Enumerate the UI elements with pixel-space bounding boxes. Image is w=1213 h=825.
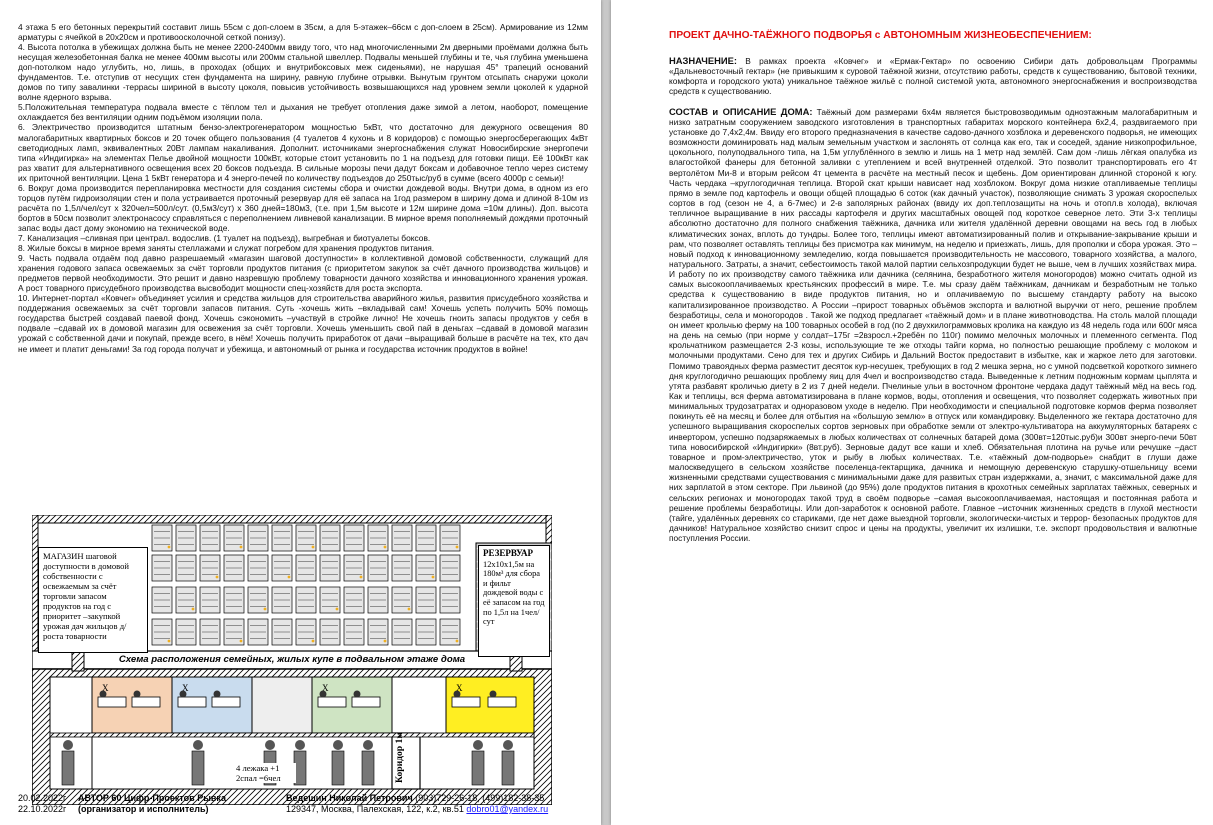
- person-figure: [362, 751, 374, 785]
- bunk-bed: [352, 697, 380, 707]
- lamp-dot: [456, 546, 459, 549]
- left-body-text: 4 этажа 5 его бетонных перекрытий составит лишь 55см с доп-слоем в 35см, а для 5-этажек–66см с доп-слоем в 25см). Армирование из 12мм арматуры с ячейкой в 20х20см и противоосколочной сеткой понизу). 4. Высота потолка в убежищах должна быть не менее 2200-2400мм ввиду того, что над многочисленными 2м дверными проёмами должна быть несущая железобетонная балка не менее 400мм высоты или 200мм стальной швеллер. Подвалы меньшей глубины и те, чья глубина уменьшена доп-потолком надо углубить, но, лишь, в проходах (общих и внутрибоксовых меж сиденьями), не нарушая 45° трапеций оснований фундаментов. Т.е. отступив от несущих стен фундамента на ширину, равную глубине отрывки. Вынутым грунтом отсыпать снаружи цоколи домов по типу завалинки -террасы шириной в высоту цоколя, повысив устойчивость возвышающихся над уровнем земли цоколей к ударной волне ядерного взрыва. 5.Положительная температура подвала вместе с тёплом тел и дыхания не требует отопления даже зимой а летом, наоборот, помещение охлаждается без вентиляции одним подъёмом изоляции пола. 6. Электричество производится штатным бензо-электрогенератором мощностью 5кВт, что достаточно для дежурного освещения 80 малогабаритных квартирных боксов и 20 точек общего пользования (4 туалетов 4 кухонь и 8 коридоров) с помощью энергосберегающих 4кВт светодиодных ламп, эквивалентных 20Вт лампам накаливания. Дополнит. источниками энергоснабжения служат Новосибирские энергопечи типа «Индигирка» на элементах Пелье двойной мощности 100кВт, которые стоит установить по 1 на подъезд для готовки пищи. Её 100кВт как раз хватит для альтернативного освещения всех 20 боксов подъезда. В сильные морозы печи дадут боксам и добавочное тепло через систему их приточной вентиляции. Цена 1 5кВт генератора и 4 энерго-печей по количеству подъездов до 250тыс/руб в сумме (всего 4000р с семьи)! 6. Вокруг дома производится перепланировка местности для создания системы сбора и очистки дождевой воды. Внутри дома, в одном из его торцов путём гидроизоляции стен и пола устраивается проточный резервуар для её запаса на 1год размером в ширину дома и длиной 8-10м из расчёта по 1,5л/чел/сут х 320чел=500л/сут. (0,5м3/сут) х 360 дней=180м3, (т.е. при 1,5м высоте и 12м ширине дома =10м длины). Доп. высота бортов в 50см позволит электронасосу справляться с переполнением ливневой канализации. В мирное время пополняемый дождями проточный запас воды даст дому экономию на технической воде. 7. Канализация –сливная при централ. водослив. (1 туалет на подъезд), выгребная и биотуалеты боксов. 8. Жилые боксы в мирное время заняты стеллажами и служат погребом для хранения продуктов питания. 9. Часть подвала отдаём под давно разрешаемый «магазин шаговой доступности» в коллективной домовой собственности, служащий для хранения годового запаса освежаемых за счёт торговли продуктов питания (с приоритетом закупок за счёт дачного производства жильцов) и предметов первой необходимости. Это решит и давно назревшую проблему товарности дачного хозяйства и инновационного хранения урожая. А рост товарного присудебного производства высвободит мощности спец-хозяйств для роста экспорта. 10. Интернет-портал «Ковчег» объединяет усилия и средства жильцов для строительства аварийного жилья, развития присудебного хозяйства и поддержания освежаемых за счёт торговли запасов питания. Суть -хочешь жить –вкладывай сам! Хочешь успеть получить 50% помощь государства быстрей создавай паевой фонд. Хочешь сэкономить –участвуй в стройке лично! Не хочешь гноить запасы продуктов у себя в подвале –сдавай их в домовой магазин для освежения за счёт торговли. Хочешь уменьшить свой пай в деньгах –сдавай в домовой магазин урожай с собственной дачи и покупай, прежде всего, в нём! Хочешь получить приработок от дачи –выращивай больше в расчёте на тех, кто дач не имеет и платит деньгами! За год города получат и убежища, и автономный от рынка и государства источник продуктов в войне!: [18, 22, 588, 354]
- basement-layout-diagram: [32, 515, 552, 805]
- x-mark-1: X: [102, 683, 109, 693]
- corridor-label: Коридор 1м: [394, 732, 405, 784]
- purpose-text: В рамках проекта «Ковчег» и «Ермак-Гектар» по освоению Сибири дать добровольцам Программы «Дальневосточный гектар» (не привыкшим к суровой таёжной жизни, отсутствию работы, средств к существованию, бытовой техники, комфорта и городского уюта) уникальное таёжное жильё с полной системой уюта, автономного энергоснабжения и воспроизводства средств к существованию.: [669, 56, 1197, 97]
- footer-contact: [286, 793, 586, 815]
- x-mark-3: X: [322, 683, 329, 693]
- person-head: [473, 740, 483, 750]
- lamp-dot: [408, 608, 411, 611]
- contact-email-link[interactable]: dobro01@yandex.ru: [466, 804, 549, 814]
- lamp-dot: [384, 546, 387, 549]
- footer-author: АВТОР 60 Цифр-Проектов Рывка (организатор и исполнитель): [78, 793, 226, 814]
- person-head: [134, 691, 141, 698]
- right-body: [669, 56, 1197, 553]
- right-page: [611, 0, 1213, 825]
- person-figure: [332, 751, 344, 785]
- bunk-bed: [98, 697, 126, 707]
- left-page: [0, 0, 601, 825]
- composition-text: Таёжный дом размерами 6х4м является быстровозводимым одноэтажным малогабаритным и низко затратным сооружением заводского изготовления в транспортных габаритах морского контейнера 6х2,4, раздвигаемого при установке до 7,4х2,4м. Ввиду его второго предназначения в качестве садово-дачного хозблока и деревенского подворья, не имеющих возможности доминировать над малым земельным участком и заслонять от солнца как его, так и соседей, здание низкопрофильное, цокольного, полуподвального типа, на 1,5м углублённого в землю и лишь на 1 метр над землёй. Сам дом -лишь лёгкая опалубка из влагостойкой фанеры для бетонной заливки с утеплением и всей внутренней отделкой. Это позволит транспортировать его 4т вертолётом Ми-8 и вторым рейсом 4т цемента в расчёте на местный песок и щебень. Дом ориентирован длинной стороной к югу. Часть чердака –круглогодичная теплица. Второй скат крыши нависает над хозблоком. Вокруг дома низкие отапливаемые теплицы прямо в земле под картофель и овощи общей площадью 6 соток (как дачный участок), позволяющие снимать 3 урожая скороспелых сортов в год (сезон не 4, а 6-7мес) и 2-в заполярных районах (ввиду их доп.теплозащиты на ночь и отопл.в холода), включая тепличное выращивание в них рассады картофеля и других масштабных овощей под короткое северное лето. Эти 3-х теплицы абсолютно достаточно для полного снабжения таёжника, дачника или жителя удалённой деревни овощами на весь год в любых климатических зонах, вплоть до тундры. Более того, теплицы имеют автоматизированный полив и открывание-закрывание крыши и рам, что позволяет оставлять теплицы без присмотра как минимум, на неделю и приезжать, лишь, для прополки и сбора урожая. Это –новый подход к инновационному земледелию, когда повышается производительность не массового, товарного хозяйства, а малого, натурального. Затраты, а значит, себестоимость такой малой партии сельхозпродукции будет не выше, чем в лучших хозяйствах мира. И работу по их производству самого таёжника или дачника (селянина, безработного жителя моногородов) можно считать одной из самых высокооплачиваемых крестьянских профессий в мире. Т.е. мы сразу даём таёжникам, дачникам и безработным не только средства к существованию в виде продуктов питания, но и оплачиваемую по высшему стандарту работу на высоко капитализированное производство. А России –прирост товарных объёмов экспорта и валютной выручки от него, решение проблем безработицы, села и моногородов . Такой же подход предлагает «таёжный дом» и в плане животноводства. На столь малой площади он имеет крольчью ферму на 100 товарных особей в год (по 2 двухкилограммовых кролика на каждую из 48 недель года или 600г мяса на день на семью (при норме у солдат–175г =2взросл.+2ребён по 110г) помимо мелочных молочных и племенного сегмента. Под крольчатником размещается 2-3 козы, использующие те же отходы тайги корма, но полностью решающие проблему с молоком и молочными продуктами. Сено для тех и других Сибирь и Дальний Восток предоставит в избытке, как и жаркое лето для заготовки. Помимо травоядных ферма разместит десяток кур-несушек, требующих в год 2 мешка зерна, но с умной подсветкой короткого зимнего дня круглогодично решающих проблему яиц для 4чел и воспроизводство стада. Выведенные к летним подножным кормам цыплята и утята разбавят кроличью диету в 2 из 7 дней недели. Пчелиные ульи в восточном фронтоне чердака дадут таёжный мёд на весь год. Как и теплицы, вся ферма автоматизирована в плане кормов, воды, отопления и освещения, что позволяет содержать животных при минимальных трудозатратах и одноразовом уходе в неделю. При необходимости и специальной подготовке кормов ферма позволяет покинуть её на месяц и более для отбытия на «большую землю» в отпуск или командировку. Выделенного же гектара достаточно для успешного выращивания скороспелых сортов зерновых при обработке земли от электро-культиватора на аккумуляторных батареях с инвертором, успешно подзаряжаемых в любых количествах от солнечных батарей дома (300вт=120тыс.руб)и 300вт энерго-печи 50вт типа новосибирской «Индигирки» (8вт.руб). Зерновые дадут все каши и хлеб. Обязательная плотина на ручье или речушке –даст товарное и пром-электричество, уток и рыбу в любых количествах. Т.е. «таёжный дом-подворье» снабдит в глуши даже малоскведущего в сельском хозяйстве поселенца-гектарщика, дачника и немощную деревенскую старушку-отшельницу всеми жизненными средствами существования с минимальными даже для развитых стран издержками, а, значит, с максимальной даже для них зарплатой в этом секторе. При львиной (до 95%) доле продуктов питания в крохотных семейных зарплатах таёжных, северных и сельских регионах и моногородах такой труд в своём подворье –самая высокооплачиваемая, настоящая и постоянная работа и решение проблемы безработицы. Или доп-заработок к основной работе. Главное –источник жизненных средств в глухой местности (тайге, удалённых деревнях со стариками, где нет даже выездной торговли, экологически-чистых и террор- безопасных продуктов для дачников! Натуральное хозяйство снизит спрос и цены на продукты, увеличит их излишки, т.е. экспорт продовольствия и валютные поступления России.: [669, 106, 1197, 544]
- bunk-bed: [212, 697, 240, 707]
- person-figure: [192, 751, 204, 785]
- lamp-dot: [240, 640, 243, 643]
- person-head: [63, 740, 73, 750]
- reservoir-text: 12х10х1,5м на 180м³ для сбора и фильт дождевой воды с её запасом на год по 1,5л на 1чел/сут: [483, 559, 545, 627]
- partition-wall: [50, 733, 534, 737]
- lamp-dot: [192, 608, 195, 611]
- person-head: [503, 740, 513, 750]
- lamp-dot: [288, 576, 291, 579]
- person-head: [354, 691, 361, 698]
- upper-wall-hatch: [32, 515, 552, 523]
- bunk-bed: [132, 697, 160, 707]
- bunk-bed: [452, 697, 480, 707]
- diagram-caption: Схема расположения семейных, жилых купе в подвальном этаже дома: [118, 654, 466, 665]
- project-title: ПРОЕКТ ДАЧНО-ТАЁЖНОГО ПОДВОРЬЯ с АВТОНОМНЫМ ЖИЗНЕОБЕСПЕЧЕНИЕМ:: [669, 30, 1092, 41]
- room-center: [252, 677, 312, 733]
- reservoir-title: РЕЗЕРВУАР: [483, 548, 534, 558]
- lamp-dot: [168, 640, 171, 643]
- bunk-bed: [178, 697, 206, 707]
- purpose-paragraph: [669, 56, 1197, 97]
- composition-label: СОСТАВ и ОПИСАНИЕ ДОМА:: [669, 105, 813, 117]
- contact-address: 129347, Москва, Палехская, 122, к.2, кв.51: [286, 804, 464, 814]
- footer-dates: 20.02.2022г 22.10.2022г: [18, 793, 67, 814]
- lamp-dot: [264, 608, 267, 611]
- x-mark-4: X: [456, 683, 463, 693]
- person-figure: [62, 751, 74, 785]
- person-head: [490, 691, 497, 698]
- lamp-dot: [456, 640, 459, 643]
- person-head: [214, 691, 221, 698]
- purpose-label: НАЗНАЧЕНИЕ:: [669, 55, 737, 66]
- bunk-bed: [318, 697, 346, 707]
- shop-description-box: МАГАЗИН шаговой доступности в домовой собственности с освежаемым за счёт торговли запасом продуктов на год с приоритет –закупкой урожая дач жильцов д/роста товарности: [38, 547, 148, 653]
- person-head: [193, 740, 203, 750]
- lamp-dot: [216, 576, 219, 579]
- person-figure: [472, 751, 484, 785]
- lamp-dot: [384, 640, 387, 643]
- contact-phones: (903)729-26-18, (499)182-38-35: [415, 793, 545, 803]
- lamp-dot: [240, 546, 243, 549]
- person-head: [265, 740, 275, 750]
- lamp-dot: [168, 546, 171, 549]
- lamp-dot: [312, 640, 315, 643]
- lamp-dot: [336, 608, 339, 611]
- person-head: [333, 740, 343, 750]
- x-mark-2: X: [182, 683, 189, 693]
- lamp-dot: [312, 546, 315, 549]
- lamp-dot: [432, 576, 435, 579]
- person-head: [295, 740, 305, 750]
- person-figure: [502, 751, 514, 785]
- lamp-dot: [360, 576, 363, 579]
- composition-paragraph: [669, 107, 1197, 544]
- bed-capacity-note: 4 лежака +1 2спал =6чел: [236, 763, 296, 783]
- reservoir-description-box: [478, 545, 550, 657]
- person-head: [363, 740, 373, 750]
- contact-name: Ведешин Николай Петрович: [286, 793, 413, 803]
- bunk-bed: [488, 697, 516, 707]
